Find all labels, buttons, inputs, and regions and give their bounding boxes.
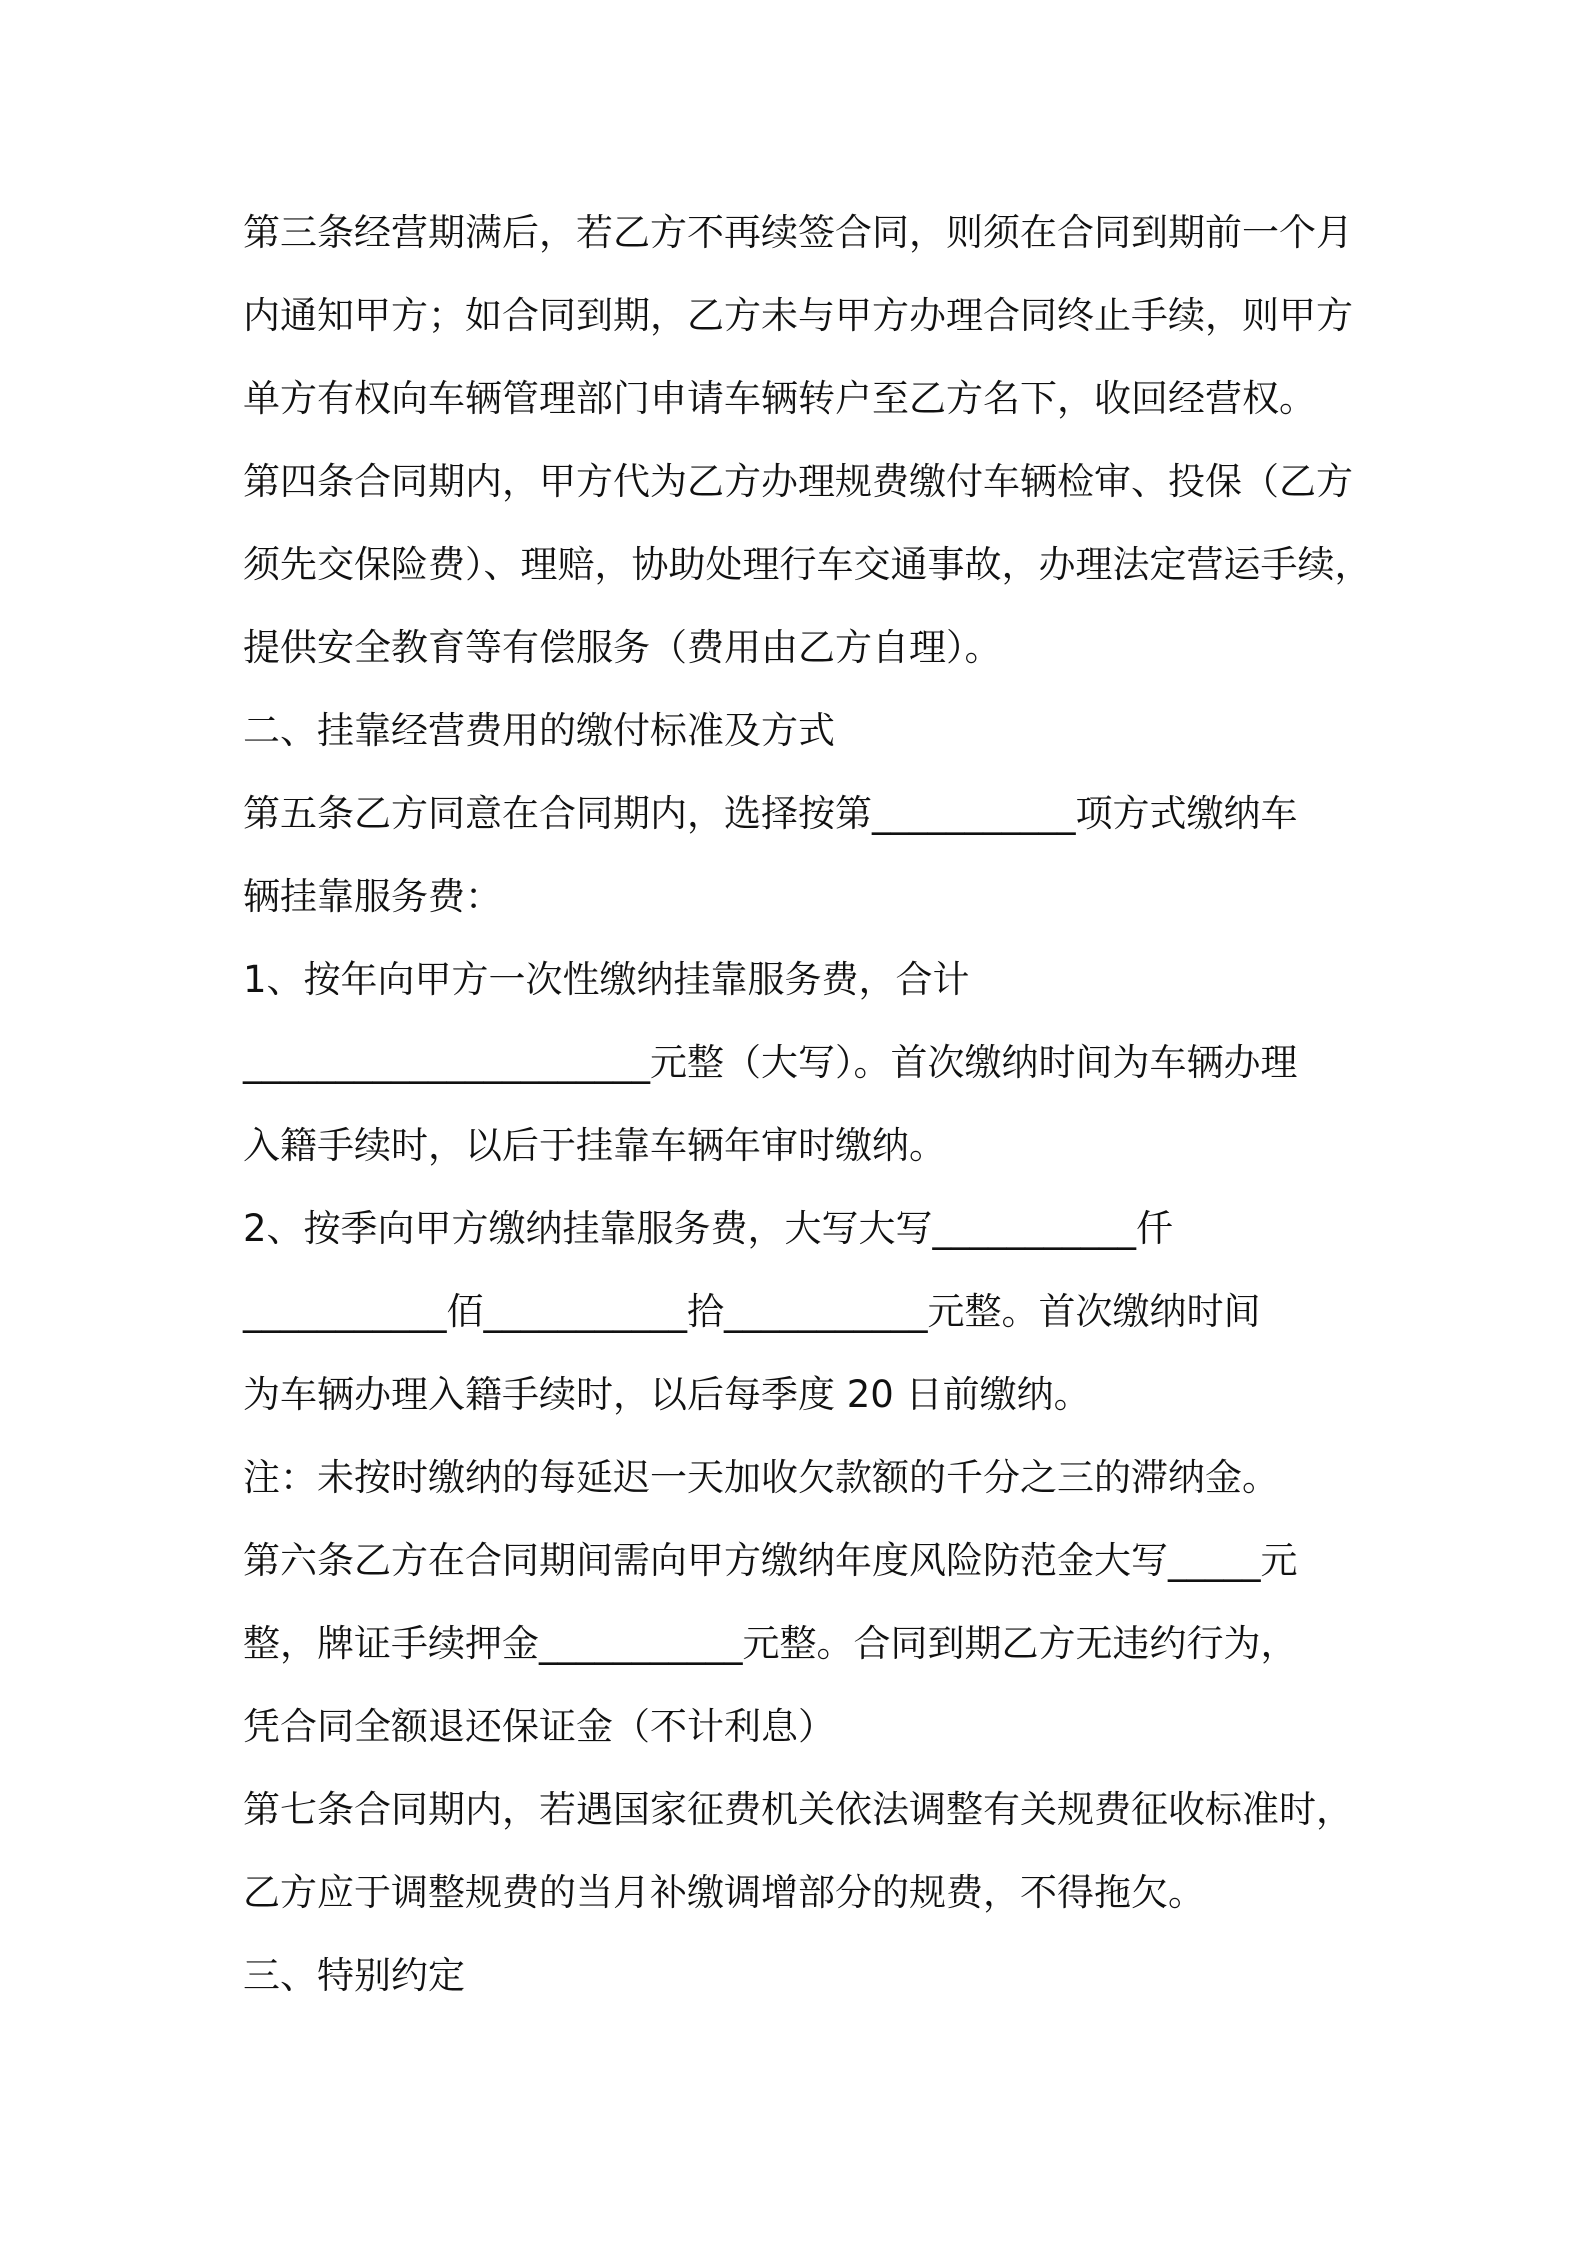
text-line: 第五条乙方同意在合同期内，选择按第___________项方式缴纳车 [243,792,1298,835]
text-line: 单方有权向车辆管理部门申请车辆转户至乙方名下，收回经营权。 [243,377,1316,420]
text-line: 第六条乙方在合同期间需向甲方缴纳年度风险防范金大写_____元 [243,1539,1298,1582]
text-line: 第四条合同期内，甲方代为乙方办理规费缴付车辆检审、投保（乙方 [243,460,1353,503]
text-line: 2、按季向甲方缴纳挂靠服务费，大写大写___________仟 [243,1207,1174,1250]
text-line: 内通知甲方；如合同到期，乙方未与甲方办理合同终止手续，则甲方 [243,294,1353,337]
text-line: 乙方应于调整规费的当月补缴调增部分的规费，不得拖欠。 [243,1871,1205,1914]
text-line: ______________________元整（大写）。首次缴纳时间为车辆办理 [243,1041,1298,1084]
section-heading: 三、特别约定 [243,1954,465,1997]
text-line: 第三条经营期满后，若乙方不再续签合同，则须在合同到期前一个月 [243,211,1353,254]
text-line: 凭合同全额退还保证金（不计利息） [243,1705,835,1748]
section-heading: 二、挂靠经营费用的缴付标准及方式 [243,709,835,752]
text-line: 第七条合同期内，若遇国家征费机关依法调整有关规费征收标准时， [243,1788,1353,1831]
text-line: 须先交保险费）、理赔，协助处理行车交通事故，办理法定营运手续， [243,543,1372,586]
text-line: 辆挂靠服务费： [243,875,502,918]
text-line: 整，牌证手续押金___________元整。合同到期乙方无违约行为， [243,1622,1298,1665]
text-line: ___________佰___________拾___________元整。首次缴纳时间 [243,1290,1261,1333]
contract-text [243,191,1373,2017]
text-line: 入籍手续时，以后于挂靠车辆年审时缴纳。 [243,1124,946,1167]
text-line: 1、按年向甲方一次性缴纳挂靠服务费，合计 [243,958,970,1001]
text-line: 提供安全教育等有偿服务（费用由乙方自理）。 [243,626,1002,669]
text-line: 注：未按时缴纳的每延迟一天加收欠款额的千分之三的滞纳金。 [243,1456,1279,1499]
text-line: 为车辆办理入籍手续时，以后每季度 20 日前缴纳。 [243,1373,1091,1416]
